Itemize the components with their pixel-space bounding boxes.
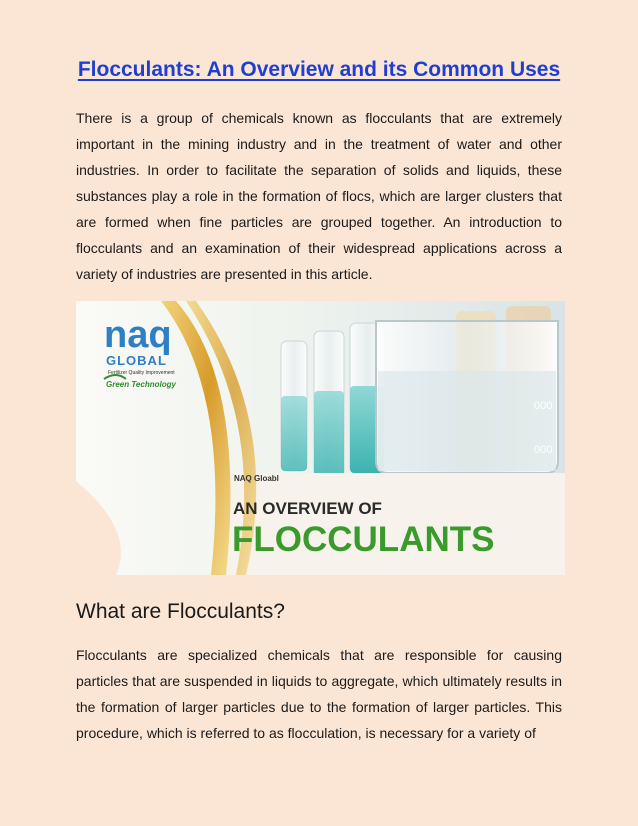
svg-text:Fertilizer Quality Improvement: Fertilizer Quality Improvement — [108, 370, 175, 376]
section-heading: What are Flocculants? — [76, 600, 285, 623]
intro-paragraph: There is a group of chemicals known as flocculants that are extremely important in the mining industry and in the treatment of water and other industries. In order to facilitate the separation of solids and liquids, these substances play a role in the formation of flocs, which are larger clusters that are formed when fine particles are grouped together. An introduction to flocculants and an examination of their widespread applications across a variety of industries are presented in this article. — [76, 110, 562, 282]
page-title: Flocculants: An Overview and its Common Uses — [77, 58, 561, 81]
large-beaker — [376, 321, 558, 473]
banner-heading-small: AN OVERVIEW OF — [233, 499, 382, 518]
svg-text:Green Technology: Green Technology — [106, 380, 176, 389]
flocculants-banner-image — [76, 301, 565, 575]
banner-heading-large: FLOCCULANTS — [232, 520, 495, 559]
beaker-mark-1: 000 — [534, 400, 553, 412]
svg-text:GLOBAL: GLOBAL — [106, 353, 167, 368]
svg-text:naq: naq — [104, 314, 172, 356]
beaker-mark-2: 000 — [534, 444, 553, 456]
banner-tag: NAQ Gloabl — [234, 474, 279, 483]
section-paragraph: Flocculants are specialized chemicals that are responsible for causing particles that are suspended in liquids to aggregate, which ultimately results in the formation of larger particles due to the formation of larger particles. This procedure, which is referred to as flocculation, is necessary for a variety of — [76, 647, 562, 741]
